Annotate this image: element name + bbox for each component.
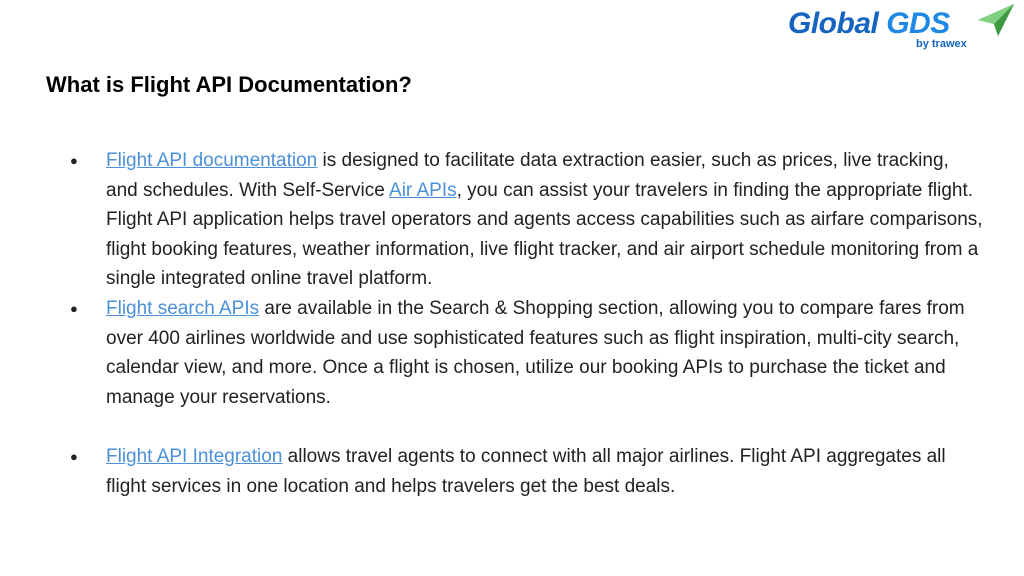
bullet-icon: ● — [70, 448, 78, 464]
air-apis-link[interactable]: Air APIs — [389, 179, 457, 201]
global-gds-logo — [788, 2, 1024, 52]
flight-api-documentation-link[interactable]: Flight API documentation — [106, 150, 318, 171]
flight-api-integration-link[interactable]: Flight API Integration — [106, 445, 283, 467]
item-text: allows travel agents to connect with all major airlines. Flight API aggregates all flight services in one location and helps travelers get the best deals. — [106, 445, 946, 497]
item-text: is designed to facilitate data extraction easier, such as prices, live tracking, and schedules. With Self-Service — [106, 150, 949, 201]
flight-search-apis-link[interactable]: Flight search APIs — [106, 297, 260, 319]
bullet-icon: ● — [70, 300, 78, 316]
logo-tagline: by trawex — [916, 38, 967, 50]
bullet-icon: ● — [70, 153, 78, 168]
page-title: What is Flight API Documentation? — [46, 72, 412, 97]
item-text: are available in the Search & Shopping section, allowing you to compare fares from over 400 airlines worldwide and use sophisticated features such as flight inspiration, multi-city search, calendar view, and more. Once a flight is chosen, utilize our booking APIs to purchase the ticket and manage your reservations. — [106, 297, 965, 408]
list-item — [0, 442, 1024, 501]
logo-word-gds: GDS — [886, 7, 950, 40]
list-item — [0, 146, 1024, 294]
paper-plane-icon — [976, 2, 1016, 38]
logo-word-global: Global — [788, 7, 879, 40]
logo-wordmark — [788, 6, 950, 42]
item-text: , you can assist your travelers in finding the appropriate flight. Flight API application helps travel operators and agents access capabilities such as airfare comparisons, flight booking features, weather information, live flight tracker, and air airport schedule monitoring from a single integrated online travel platform. — [106, 179, 983, 290]
bullet-list — [0, 146, 1024, 501]
list-item — [0, 294, 1024, 412]
